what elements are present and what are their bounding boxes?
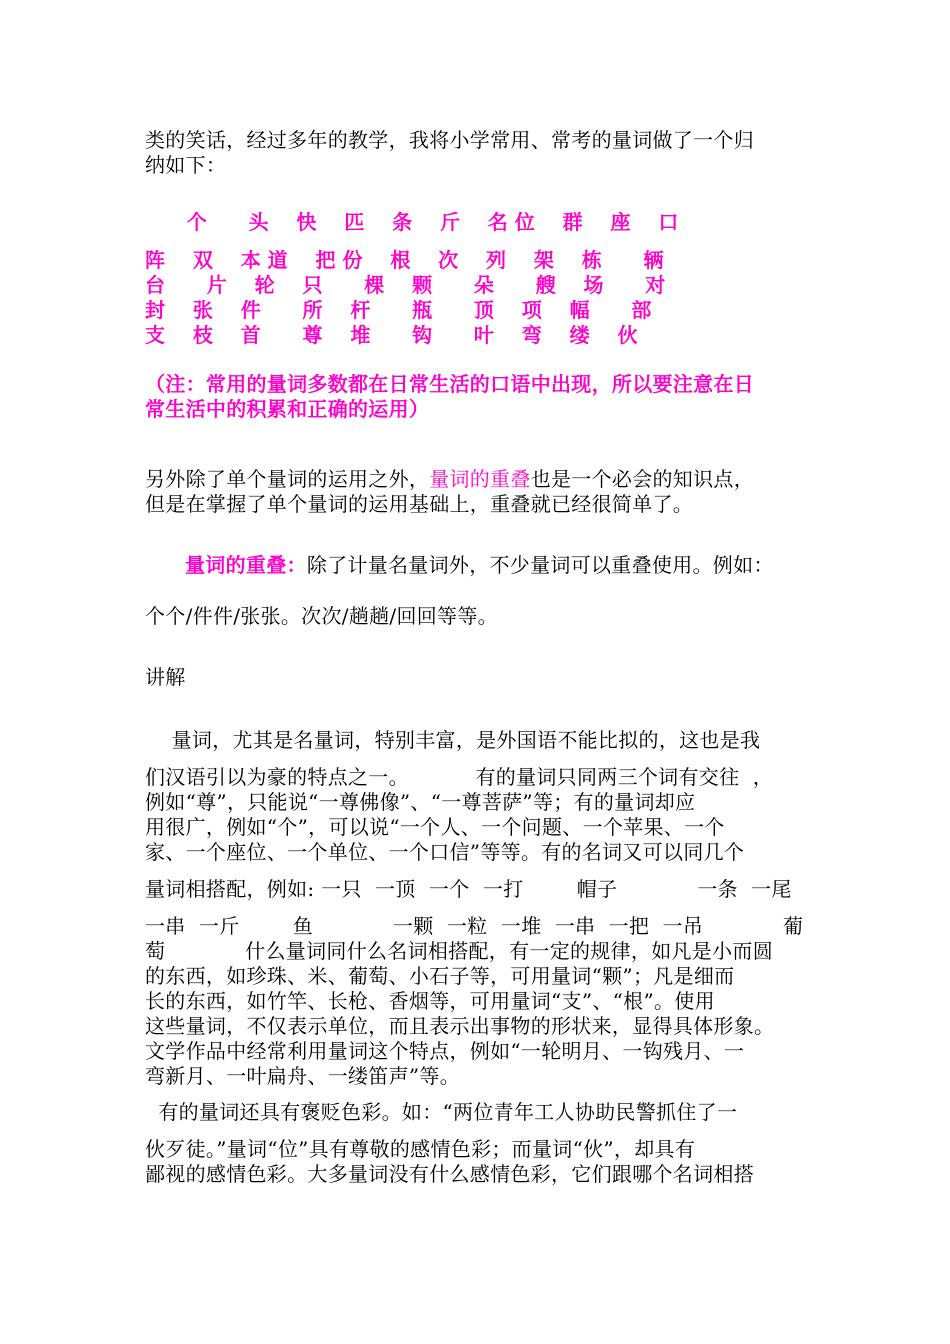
reduplication-highlight: 量词的重叠	[429, 467, 531, 491]
explanation-p1-line-2: 们汉语引以为豪的特点之一。 有的量词只同两三个词有交往 ，	[145, 765, 773, 789]
measure-word-row-3: 台 片 轮 只 棵 颗 朵 艘 场 对	[145, 273, 666, 297]
reduplication-text: 除了计量名量词外，不少量词可以重叠使用。例如：	[306, 553, 774, 577]
explanation-p2-line-2: 伙歹徒。”量词“位”具有尊敬的感情色彩；而量词“伙”，却具有	[145, 1137, 696, 1161]
reduplication-definition	[185, 553, 774, 578]
explanation-p1-line-7: 一串 一斤 鱼 一颗 一粒 一堆 一串 一把 一吊 葡	[145, 914, 804, 938]
explanation-p1-line-9: 的东西，如珍珠、米、葡萄、小石子等，可用量词“颗”；凡是细而	[145, 964, 735, 988]
explanation-p1-line-3: 例如“尊”，只能说“一尊佛像”、“一尊菩萨”等；有的量词却应	[145, 790, 696, 814]
note-line-1: （注：常用的量词多数都在日常生活的口语中出现，所以要注意在日	[145, 372, 754, 396]
explanation-p1-line-12: 文学作品中经常利用量词这个特点，例如“一轮明月、一钩残月、一	[145, 1039, 745, 1063]
explanation-p1-line-5: 家、一个座位、一个单位、一个口信”等等。有的名词又可以同几个	[145, 840, 745, 864]
reduplication-examples: 个个/件件/张张。次次/趟趟/回回等等。	[145, 604, 498, 628]
reduplication-label: 量词的重叠：	[185, 553, 307, 577]
intro-line-2: 纳如下：	[145, 153, 227, 177]
measure-word-row-5: 支 枝 首 尊 堆 钩 叶 弯 缕 伙	[145, 323, 638, 347]
explanation-p1-line-8: 萄 什么量词同什么名词相搭配，有一定的规律，如凡是小而圆	[145, 939, 773, 963]
measure-word-row-2: 阵 双 本 道 把 份 根 次 列 架 栋 辆	[145, 248, 664, 272]
explanation-p1-line-1: 量词，尤其是名量词，特别丰富，是外国语不能比拟的，这也是我	[145, 728, 761, 752]
section-heading: 讲解	[145, 665, 186, 689]
reduplication-intro-pre: 另外除了单个量词的运用之外，	[145, 467, 430, 491]
measure-word-row-1: 个 头 快 匹 条 斤 名 位 群 座 口	[145, 210, 679, 234]
explanation-p2-line-1: 有的量词还具有褒贬色彩。如：“两位青年工人协助民警抓住了一	[145, 1100, 738, 1124]
explanation-p1-line-13: 弯新月、一叶扁舟、一缕笛声”等。	[145, 1064, 461, 1088]
note-line-2: 常生活中的积累和正确的运用）	[145, 397, 430, 421]
reduplication-intro-post: 也是一个必会的知识点，	[530, 467, 755, 491]
explanation-p1-line-4: 用很广，例如“个”，可以说“一个人、一个问题、一个苹果、一个	[145, 815, 725, 839]
explanation-p2-line-3: 鄙视的感情色彩。大多量词没有什么感情色彩，它们跟哪个名词相搭	[145, 1162, 754, 1186]
explanation-p1-line-11: 这些量词，不仅表示单位，而且表示出事物的形状来，显得具体形象。	[145, 1014, 775, 1038]
intro-line-1: 类的笑话，经过多年的教学，我将小学常用、常考的量词做了一个归	[145, 128, 754, 152]
reduplication-intro-line-1	[145, 467, 754, 492]
explanation-p1-line-6: 量词相搭配，例如: 一只 一顶 一个 一打 帽子 一条 一尾	[145, 877, 792, 901]
explanation-p1-line-10: 长的东西，如竹竿、长枪、香烟等，可用量词“支”、“根”。使用	[145, 989, 715, 1013]
reduplication-intro-line-2: 但是在掌握了单个量词的运用基础上，重叠就已经很简单了。	[145, 492, 694, 516]
measure-word-row-4: 封 张 件 所 杆 瓶 顶 项 幅 部	[145, 298, 652, 322]
